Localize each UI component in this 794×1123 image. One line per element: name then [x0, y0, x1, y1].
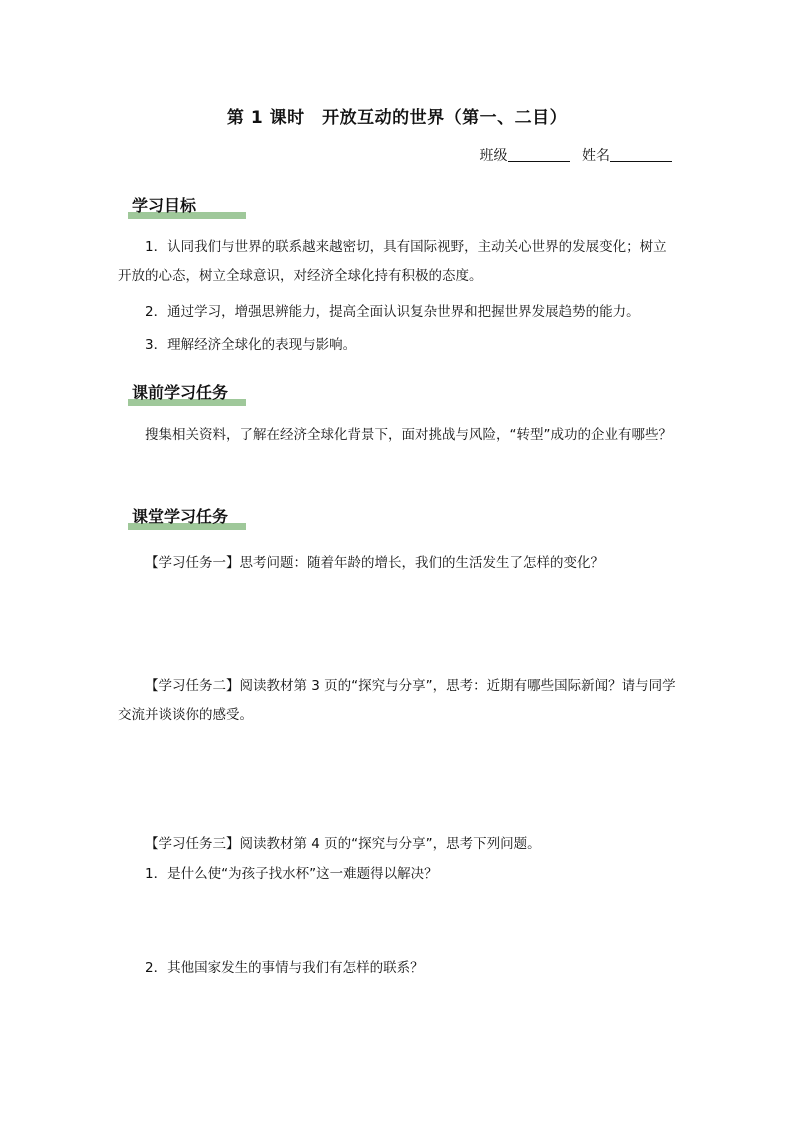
class-label: 班级 [479, 148, 508, 164]
learning-task-3: 【学习任务三】阅读教材第 4 页的“探究与分享”，思考下列问题。 [145, 836, 541, 852]
name-blank[interactable] [610, 161, 672, 162]
objective-item-2: 2．通过学习，增强思辨能力，提高全面认识复杂世界和把握世界发展趋势的能力。 [145, 304, 640, 320]
objective-item-3: 3．理解经济全球化的表现与影响。 [145, 337, 357, 353]
section-heading-label: 课堂学习任务 [132, 507, 229, 526]
class-blank[interactable] [508, 161, 570, 162]
student-info-fields [480, 145, 672, 165]
name-label: 姓名 [582, 148, 610, 164]
page-title: 第 1 课时 开放互动的世界（第一、二目） [226, 108, 568, 128]
learning-task-1: 【学习任务一】思考问题：随着年龄的增长，我们的生活发生了怎样的变化？ [145, 555, 604, 571]
objective-item-1: 1．认同我们与世界的联系越来越密切，具有国际视野，主动关心世界的发展变化；树立开放的心态，树立全球意识，对经济全球化持有积极的态度。 [118, 239, 667, 284]
section-heading-label: 课前学习任务 [132, 383, 229, 402]
task-3-question-1: 1．是什么使“为孩子找水杯”这一难题得以解决？ [145, 866, 438, 882]
task-3-question-2: 2．其他国家发生的事情与我们有怎样的联系？ [145, 960, 424, 976]
section-heading-label: 学习目标 [132, 196, 197, 215]
learning-task-2: 【学习任务二】阅读教材第 3 页的“探究与分享”，思考：近期有哪些国际新闻？请与同学交流并谈谈你的感受。 [118, 678, 676, 723]
pre-class-task-text: 搜集相关资料，了解在经济全球化背景下，面对挑战与风险，“转型”成功的企业有哪些？ [145, 427, 672, 443]
